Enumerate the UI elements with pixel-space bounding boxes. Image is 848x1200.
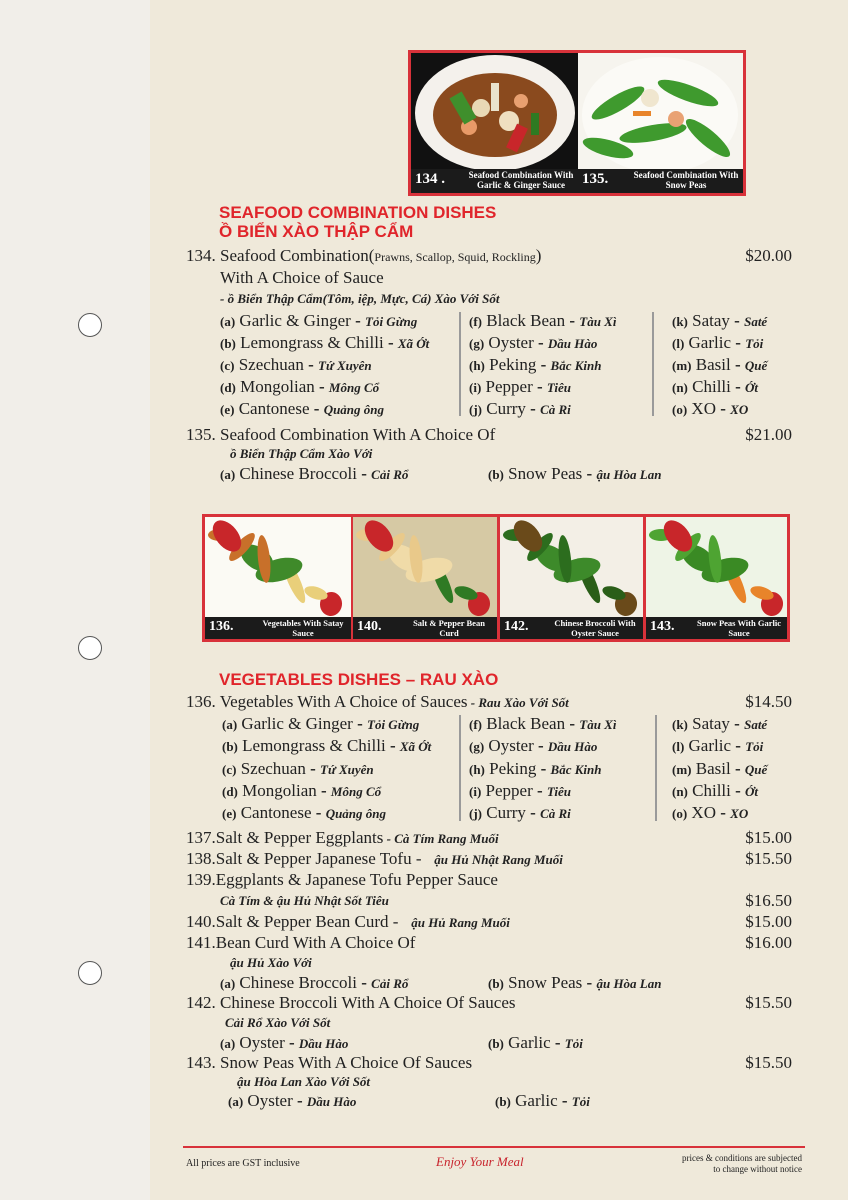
column-divider: [655, 715, 657, 821]
option-key: (b): [488, 976, 504, 991]
option-key: (h): [469, 761, 485, 777]
sauce-option: (g) Oyster - Dầu Hào: [469, 736, 598, 756]
binder-hole: [78, 636, 102, 660]
option-vietnamese: Tỏi Gừng: [365, 314, 418, 329]
option-key: (e): [220, 402, 235, 417]
option-vietnamese: Cải Rổ: [371, 976, 409, 991]
option-key: (g): [469, 739, 485, 755]
option-vietnamese: Dầu Hào: [547, 336, 598, 351]
option-english: XO: [691, 399, 716, 418]
option-vietnamese: ậu Hòa Lan: [596, 467, 662, 482]
option-key: (l): [672, 336, 685, 351]
option-key: (h): [469, 358, 485, 373]
section-title-seafood: SEAFOOD COMBINATION DISHES: [219, 203, 497, 222]
item-vietnamese: Cải Rổ Xào Với Sốt: [225, 1015, 331, 1030]
option-vietnamese: Quế: [744, 358, 768, 373]
option-key: (d): [222, 783, 238, 799]
sauce-option: (b) Lemongrass & Chilli - Xã Ớt: [220, 333, 430, 352]
section-subtitle-seafood: Ồ BIỂN XÀO THẬP CẨM: [219, 222, 414, 241]
option-english: Garlic: [688, 736, 732, 756]
sauce-option: (g) Oyster - Dầu Hào: [469, 333, 598, 352]
option-vietnamese: Tỏi: [745, 336, 764, 351]
sauce-option: (n) Chilli - Ớt: [672, 377, 759, 396]
item-vietnamese: Cà Tím & ậu Hủ Nhật Sốt Tiêu: [220, 893, 389, 908]
dish-number: 135.: [582, 171, 609, 187]
item-name: 136. Vegetables With A Choice of Sauces: [186, 692, 468, 711]
dish-number: 142.: [504, 619, 529, 634]
dish-caption: Salt & Pepper Bean Curd: [413, 618, 485, 638]
dish-photo: [646, 517, 787, 639]
item-price: $14.50: [745, 692, 792, 711]
item-description: With A Choice of Sauce: [220, 268, 384, 287]
option-key: (b): [220, 336, 236, 351]
option-english: Chilli: [692, 780, 731, 800]
option-english: Peking: [489, 355, 537, 374]
option-vietnamese: Tàu Xì: [579, 717, 617, 732]
option-english: Chinese Broccoli: [239, 973, 357, 992]
menu-item-139: 139.Eggplants & Japanese Tofu Pepper Sauce: [186, 870, 498, 889]
item-price: $15.00: [745, 828, 792, 847]
option-english: Basil: [695, 758, 731, 778]
sauce-option: (d) Mongolian - Mông Cổ: [220, 377, 380, 396]
option-key: (e): [222, 806, 237, 822]
option-english: XO: [691, 803, 716, 823]
dish-number: 136.: [209, 619, 234, 634]
option-vietnamese: Tiêu: [546, 783, 571, 799]
menu-item-141: 141.Bean Curd With A Choice Of: [186, 933, 416, 952]
sauce-option: (a) Garlic & Ginger - Tỏi Gừng: [220, 311, 418, 330]
option-english: Snow Peas: [508, 464, 583, 483]
sauce-option: (h) Peking - Bắc Kinh: [469, 758, 602, 778]
footer-divider: [183, 1146, 805, 1148]
sauce-option: (a) Chinese Broccoli - Cải Rổ: [220, 464, 409, 483]
sauce-option: (a) Oyster - Dầu Hào: [228, 1091, 357, 1110]
option-key: (n): [672, 783, 688, 799]
item-vietnamese: ậu Hòa Lan Xào Với Sốt: [237, 1074, 371, 1089]
option-key: (n): [672, 380, 688, 395]
menu-item-136: 136. Vegetables With A Choice of Sauces - Rau Xào Với Sốt: [186, 692, 569, 711]
option-english: Satay: [692, 311, 730, 330]
option-vietnamese: Cà Ri: [540, 402, 571, 417]
option-key: (a): [228, 1094, 244, 1109]
option-vietnamese: Xã Ớt: [397, 336, 430, 351]
sauce-option: (n) Chilli - Ớt: [672, 780, 759, 800]
option-key: (b): [222, 739, 238, 755]
option-english: Curry: [486, 803, 526, 823]
option-english: Szechuan: [238, 355, 304, 374]
option-english: Szechuan: [240, 758, 306, 778]
binder-margin: [0, 0, 150, 1200]
option-vietnamese: Ớt: [745, 380, 759, 395]
item-vietnamese: ậu Hủ Xào Với: [230, 955, 312, 970]
option-key: (b): [495, 1094, 511, 1109]
sauce-option: (e) Cantonese - Quảng ông: [220, 399, 385, 418]
option-key: (a): [220, 314, 236, 329]
item-vietnamese: Cà Tím Rang Muối: [394, 831, 499, 846]
option-key: (c): [220, 358, 235, 373]
item-detail: Prawns, Scallop, Squid, Rockling: [374, 250, 536, 264]
item-price: $15.50: [745, 849, 792, 868]
option-key: (d): [220, 380, 236, 395]
footer-gst-note: All prices are GST inclusive: [186, 1158, 300, 1169]
option-english: Satay: [692, 714, 730, 733]
sauce-option: (c) Szechuan - Tứ Xuyên: [222, 758, 374, 778]
option-vietnamese: Ớt: [745, 783, 759, 799]
sauce-option: (o) XO - XO: [672, 399, 749, 418]
option-vietnamese: Tiêu: [546, 380, 571, 395]
option-vietnamese: Cải Rổ: [371, 467, 409, 482]
option-english: Peking: [489, 758, 537, 778]
sauce-option: (b) Garlic - Tỏi: [495, 1091, 590, 1110]
option-english: Basil: [695, 355, 731, 374]
item-price: $15.50: [745, 993, 792, 1012]
option-key: (f): [469, 717, 482, 732]
item-price: $15.50: [745, 1053, 792, 1072]
item-vietnamese: - ồ Biển Thập Cẩm(Tôm, iệp, Mực, Cá) Xào Với Sốt: [220, 291, 500, 306]
sauce-option: (b) Snow Peas - ậu Hòa Lan: [488, 973, 662, 992]
option-english: Cantonese: [238, 399, 310, 418]
menu-item-143: 143. Snow Peas With A Choice Of Sauces: [186, 1053, 473, 1072]
sauce-option: (k) Satay - Saté: [672, 714, 768, 733]
dish-photo: [205, 517, 351, 639]
option-key: (j): [469, 806, 482, 822]
option-vietnamese: Tỏi Gừng: [367, 717, 420, 732]
option-vietnamese: Xã Ớt: [399, 739, 432, 755]
sauce-option: (c) Szechuan - Tứ Xuyên: [220, 355, 372, 374]
option-english: Black Bean: [486, 311, 566, 330]
sauce-option: (a) Chinese Broccoli - Cải Rổ: [220, 973, 409, 992]
binder-hole: [78, 961, 102, 985]
item-name: 140.Salt & Pepper Bean Curd -: [186, 912, 399, 931]
option-english: Oyster: [247, 1091, 293, 1110]
dish-caption: Seafood Combination With Garlic & Ginger Sauce: [468, 170, 574, 190]
sauce-option: (k) Satay - Saté: [672, 311, 768, 330]
option-vietnamese: Dầu Hào: [298, 1036, 349, 1051]
item-vietnamese: ậu Hủ Nhật Rang Muối: [434, 852, 563, 867]
option-vietnamese: Dầu Hào: [306, 1094, 357, 1109]
item-price: $16.00: [745, 933, 792, 952]
dish-number: 140.: [357, 619, 382, 634]
option-vietnamese: Saté: [744, 717, 768, 732]
option-english: Garlic: [508, 1033, 551, 1052]
menu-item-137: 137.Salt & Pepper Eggplants - Cà Tím Rang Muối: [186, 828, 499, 847]
option-key: (l): [672, 739, 685, 755]
dish-caption: Snow Peas With Garlic Sauce: [697, 618, 781, 638]
item-name: 134. Seafood Combination(: [186, 246, 375, 265]
section-title-vegetables: VEGETABLES DISHES – RAU XÀO: [219, 670, 499, 689]
sauce-option: (f) Black Bean - Tàu Xì: [469, 311, 617, 330]
option-vietnamese: ậu Hòa Lan: [596, 976, 662, 991]
option-vietnamese: Saté: [744, 314, 768, 329]
option-vietnamese: Tỏi: [571, 1094, 590, 1109]
column-divider: [459, 715, 461, 821]
option-key: (i): [469, 380, 482, 395]
item-vietnamese: Rau Xào Với Sốt: [478, 695, 569, 710]
sauce-option: (h) Peking - Bắc Kinh: [469, 355, 602, 374]
option-english: Lemongrass & Chilli: [240, 333, 384, 352]
sauce-option: (o) XO - XO: [672, 803, 749, 823]
option-vietnamese: Tỏi: [564, 1036, 583, 1051]
option-vietnamese: Mông Cổ: [328, 380, 380, 395]
option-key: (i): [469, 783, 482, 799]
option-vietnamese: Tứ Xuyên: [318, 358, 372, 373]
option-key: (j): [469, 402, 482, 417]
sauce-option: (b) Garlic - Tỏi: [488, 1033, 583, 1052]
dish-caption: Vegetables With Satay Sauce: [262, 618, 344, 638]
option-english: Mongolian: [242, 780, 317, 800]
item-name: 138.Salt & Pepper Japanese Tofu -: [186, 849, 422, 868]
column-divider: [459, 312, 461, 416]
option-key: (m): [672, 761, 692, 777]
option-vietnamese: Cà Ri: [540, 806, 571, 822]
footer-conditions: [640, 1153, 802, 1175]
sauce-option: (l) Garlic - Tỏi: [672, 736, 764, 756]
item-price: $16.50: [745, 891, 792, 910]
dish-photo-134: [411, 53, 578, 193]
dish-photo: [500, 517, 643, 639]
item-price: $21.00: [745, 425, 792, 444]
option-english: Oyster: [488, 333, 534, 352]
option-english: Lemongrass & Chilli: [242, 736, 386, 756]
sauce-option: (a) Garlic & Ginger - Tỏi Gừng: [222, 714, 420, 733]
option-english: Pepper: [485, 377, 533, 396]
option-vietnamese: Quế: [744, 761, 768, 777]
sauce-option: (i) Pepper - Tiêu: [469, 377, 571, 396]
option-key: (g): [469, 336, 485, 351]
footer-conditions-line: prices & conditions are subjected: [682, 1153, 802, 1163]
option-key: (a): [220, 976, 236, 991]
dish-photo: [353, 517, 497, 639]
sauce-option: (d) Mongolian - Mông Cổ: [222, 780, 382, 800]
option-key: (b): [488, 1036, 504, 1051]
sauce-option: (m) Basil - Quế: [672, 758, 768, 778]
sauce-option: (f) Black Bean - Tàu Xì: [469, 714, 617, 733]
option-vietnamese: Dầu Hào: [547, 739, 598, 755]
option-english: Mongolian: [240, 377, 315, 396]
sauce-option: (a) Oyster - Dầu Hào: [220, 1033, 349, 1052]
option-key: (a): [222, 717, 238, 732]
option-vietnamese: XO: [730, 806, 749, 822]
option-english: Chilli: [692, 377, 731, 396]
option-english: Garlic: [515, 1091, 558, 1110]
option-english: Pepper: [485, 780, 533, 800]
item-price: $20.00: [745, 246, 792, 265]
item-vietnamese: ậu Hủ Rang Muối: [411, 915, 510, 930]
option-key: (b): [488, 467, 504, 482]
column-divider: [652, 312, 654, 416]
option-english: Black Bean: [486, 714, 566, 733]
option-vietnamese: Quảng ông: [323, 402, 385, 417]
option-key: (m): [672, 358, 692, 373]
option-key: (c): [222, 761, 237, 777]
sauce-option: (j) Curry - Cà Ri: [469, 803, 571, 823]
option-key: (o): [672, 806, 688, 822]
dish-photo-135: [578, 53, 743, 193]
option-english: Garlic: [688, 333, 732, 352]
option-key: (a): [220, 467, 236, 482]
sauce-option: (l) Garlic - Tỏi: [672, 333, 764, 352]
option-vietnamese: Bắc Kinh: [550, 358, 602, 373]
option-key: (a): [220, 1036, 236, 1051]
option-english: Garlic & Ginger: [239, 311, 351, 330]
menu-item-134: [186, 246, 541, 267]
option-english: Oyster: [239, 1033, 285, 1052]
menu-item-142: 142. Chinese Broccoli With A Choice Of Sauces: [186, 993, 516, 1012]
item-vietnamese: ồ Biển Thập Cẩm Xào Với: [230, 446, 373, 461]
option-english: Curry: [486, 399, 526, 418]
sauce-option: (j) Curry - Cà Ri: [469, 399, 571, 418]
option-english: Chinese Broccoli: [239, 464, 357, 483]
item-name: 137.Salt & Pepper Eggplants: [186, 828, 384, 847]
option-vietnamese: Tỏi: [745, 739, 764, 755]
item-price: $15.00: [745, 912, 792, 931]
option-key: (o): [672, 402, 688, 417]
footer-conditions-line: to change without notice: [713, 1164, 802, 1174]
binder-hole: [78, 313, 102, 337]
option-key: (f): [469, 314, 482, 329]
dish-number: 143.: [650, 619, 675, 634]
option-vietnamese: XO: [730, 402, 749, 417]
option-key: (k): [672, 717, 688, 732]
menu-item-138: [186, 849, 563, 870]
sauce-option: (i) Pepper - Tiêu: [469, 780, 571, 800]
option-english: Oyster: [488, 736, 534, 756]
dish-caption: Chinese Broccoli With Oyster Sauce: [554, 618, 636, 638]
option-english: Garlic & Ginger: [241, 714, 353, 733]
menu-item-140: [186, 912, 510, 933]
item-detail-close: ): [535, 246, 542, 265]
menu-item-135: 135. Seafood Combination With A Choice Of: [186, 425, 496, 444]
sauce-option: (e) Cantonese - Quảng ông: [222, 803, 387, 823]
option-vietnamese: Tứ Xuyên: [320, 761, 374, 777]
option-english: Cantonese: [240, 803, 312, 823]
sauce-option: (m) Basil - Quế: [672, 355, 768, 374]
option-vietnamese: Quảng ông: [325, 806, 387, 822]
sauce-option: (b) Snow Peas - ậu Hòa Lan: [488, 464, 662, 483]
option-english: Snow Peas: [508, 973, 583, 992]
dish-caption: Seafood Combination With Snow Peas: [633, 170, 739, 190]
option-vietnamese: Mông Cổ: [330, 783, 382, 799]
option-vietnamese: Bắc Kinh: [550, 761, 602, 777]
sauce-option: (b) Lemongrass & Chilli - Xã Ớt: [222, 736, 432, 756]
dish-number: 134 .: [415, 171, 445, 187]
option-vietnamese: Tàu Xì: [579, 314, 617, 329]
footer-tagline: Enjoy Your Meal: [436, 1154, 524, 1169]
option-key: (k): [672, 314, 688, 329]
